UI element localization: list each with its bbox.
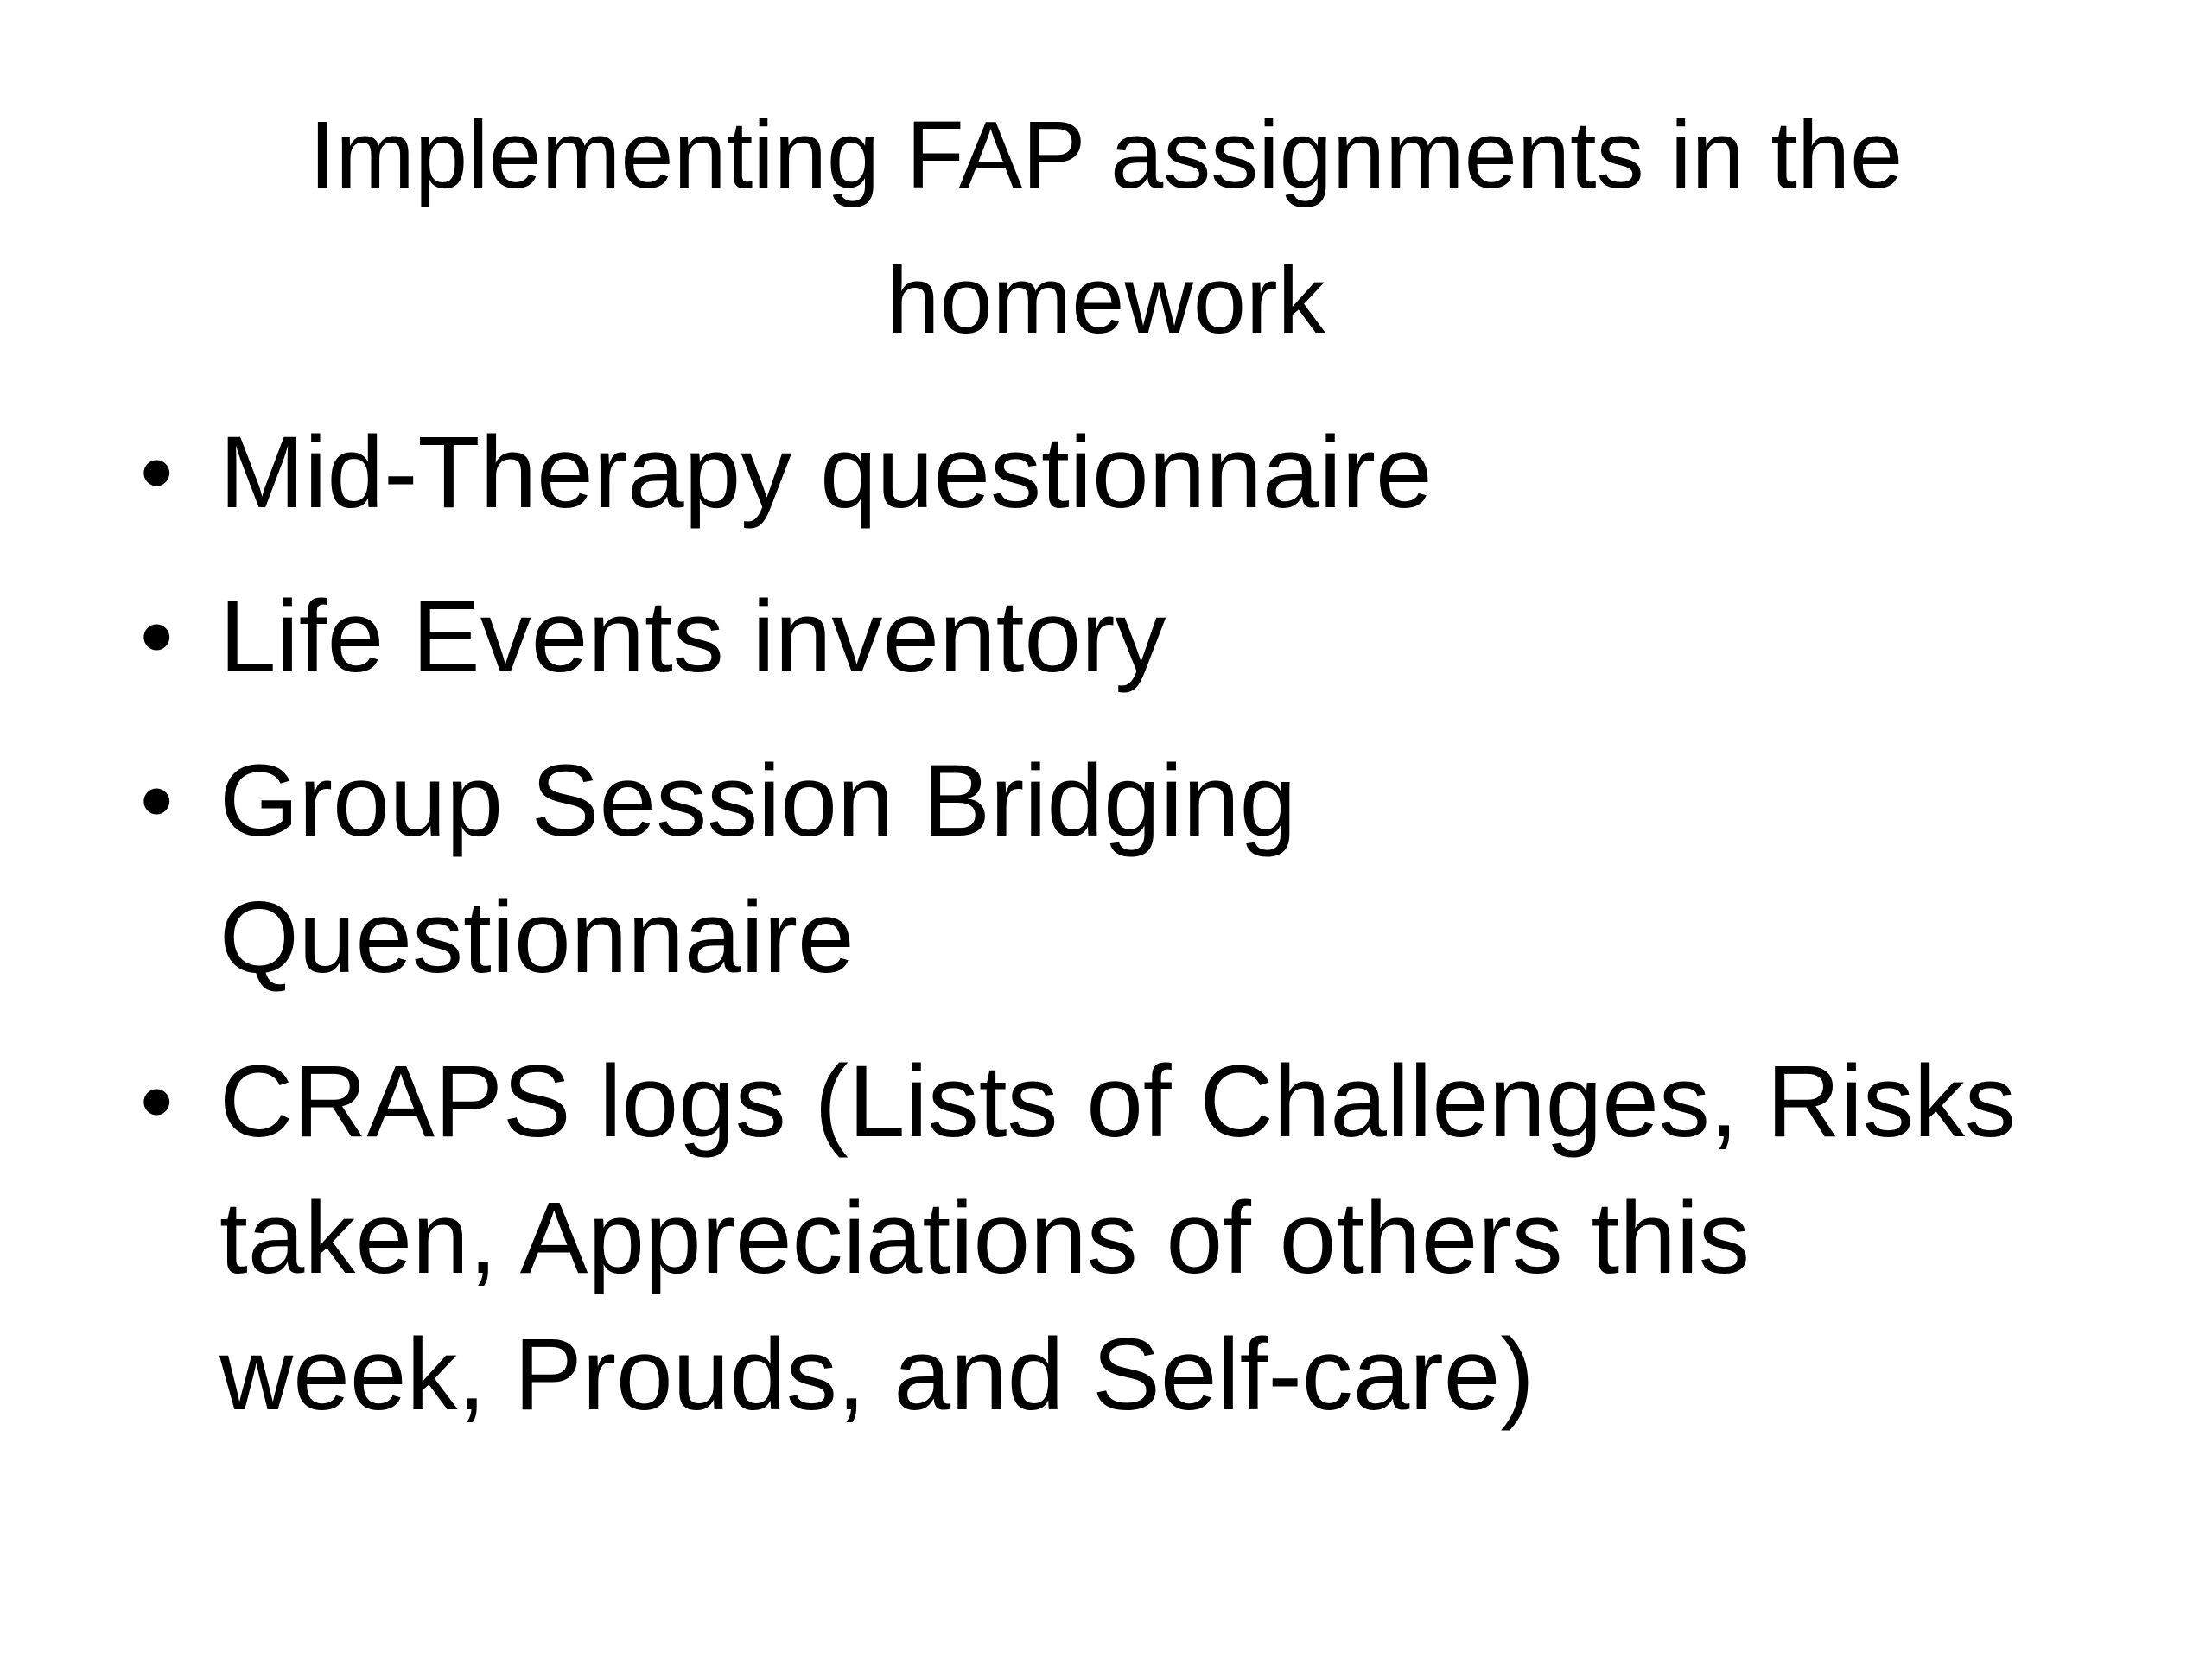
bullet-dot-icon: • bbox=[140, 583, 174, 690]
bullet-line: week, Prouds, and Self-care) bbox=[219, 1318, 1535, 1432]
bullet-item-group-session bbox=[130, 733, 2117, 1006]
bullet-line: Mid-Therapy questionnaire bbox=[219, 416, 1433, 530]
bullet-line: CRAPS logs (Lists of Challenges, Risks bbox=[219, 1045, 2016, 1159]
bullet-line: Questionnaire bbox=[219, 880, 855, 995]
slide-title bbox=[138, 83, 2074, 373]
bullet-item-life-events bbox=[130, 569, 2117, 705]
bullet-line: taken, Appreciations of others this bbox=[219, 1181, 1751, 1295]
slide-title-line-1: Implementing FAP assignments in the bbox=[308, 102, 1904, 208]
bullet-list bbox=[130, 404, 2117, 1471]
bullet-line: Life Events inventory bbox=[219, 580, 1166, 694]
bullet-text bbox=[219, 1033, 2117, 1443]
bullet-dot-icon: • bbox=[140, 419, 174, 525]
bullet-line: Group Session Bridging bbox=[219, 744, 1297, 858]
bullet-item-craps-logs bbox=[130, 1033, 2117, 1443]
bullet-item-mid-therapy bbox=[130, 404, 2117, 541]
bullet-dot-icon: • bbox=[140, 747, 174, 854]
slide-title-line-2: homework bbox=[887, 247, 1325, 353]
bullet-text bbox=[219, 569, 2117, 705]
bullet-text bbox=[219, 404, 2117, 541]
bullet-dot-icon: • bbox=[140, 1048, 174, 1154]
bullet-text bbox=[219, 733, 2117, 1006]
